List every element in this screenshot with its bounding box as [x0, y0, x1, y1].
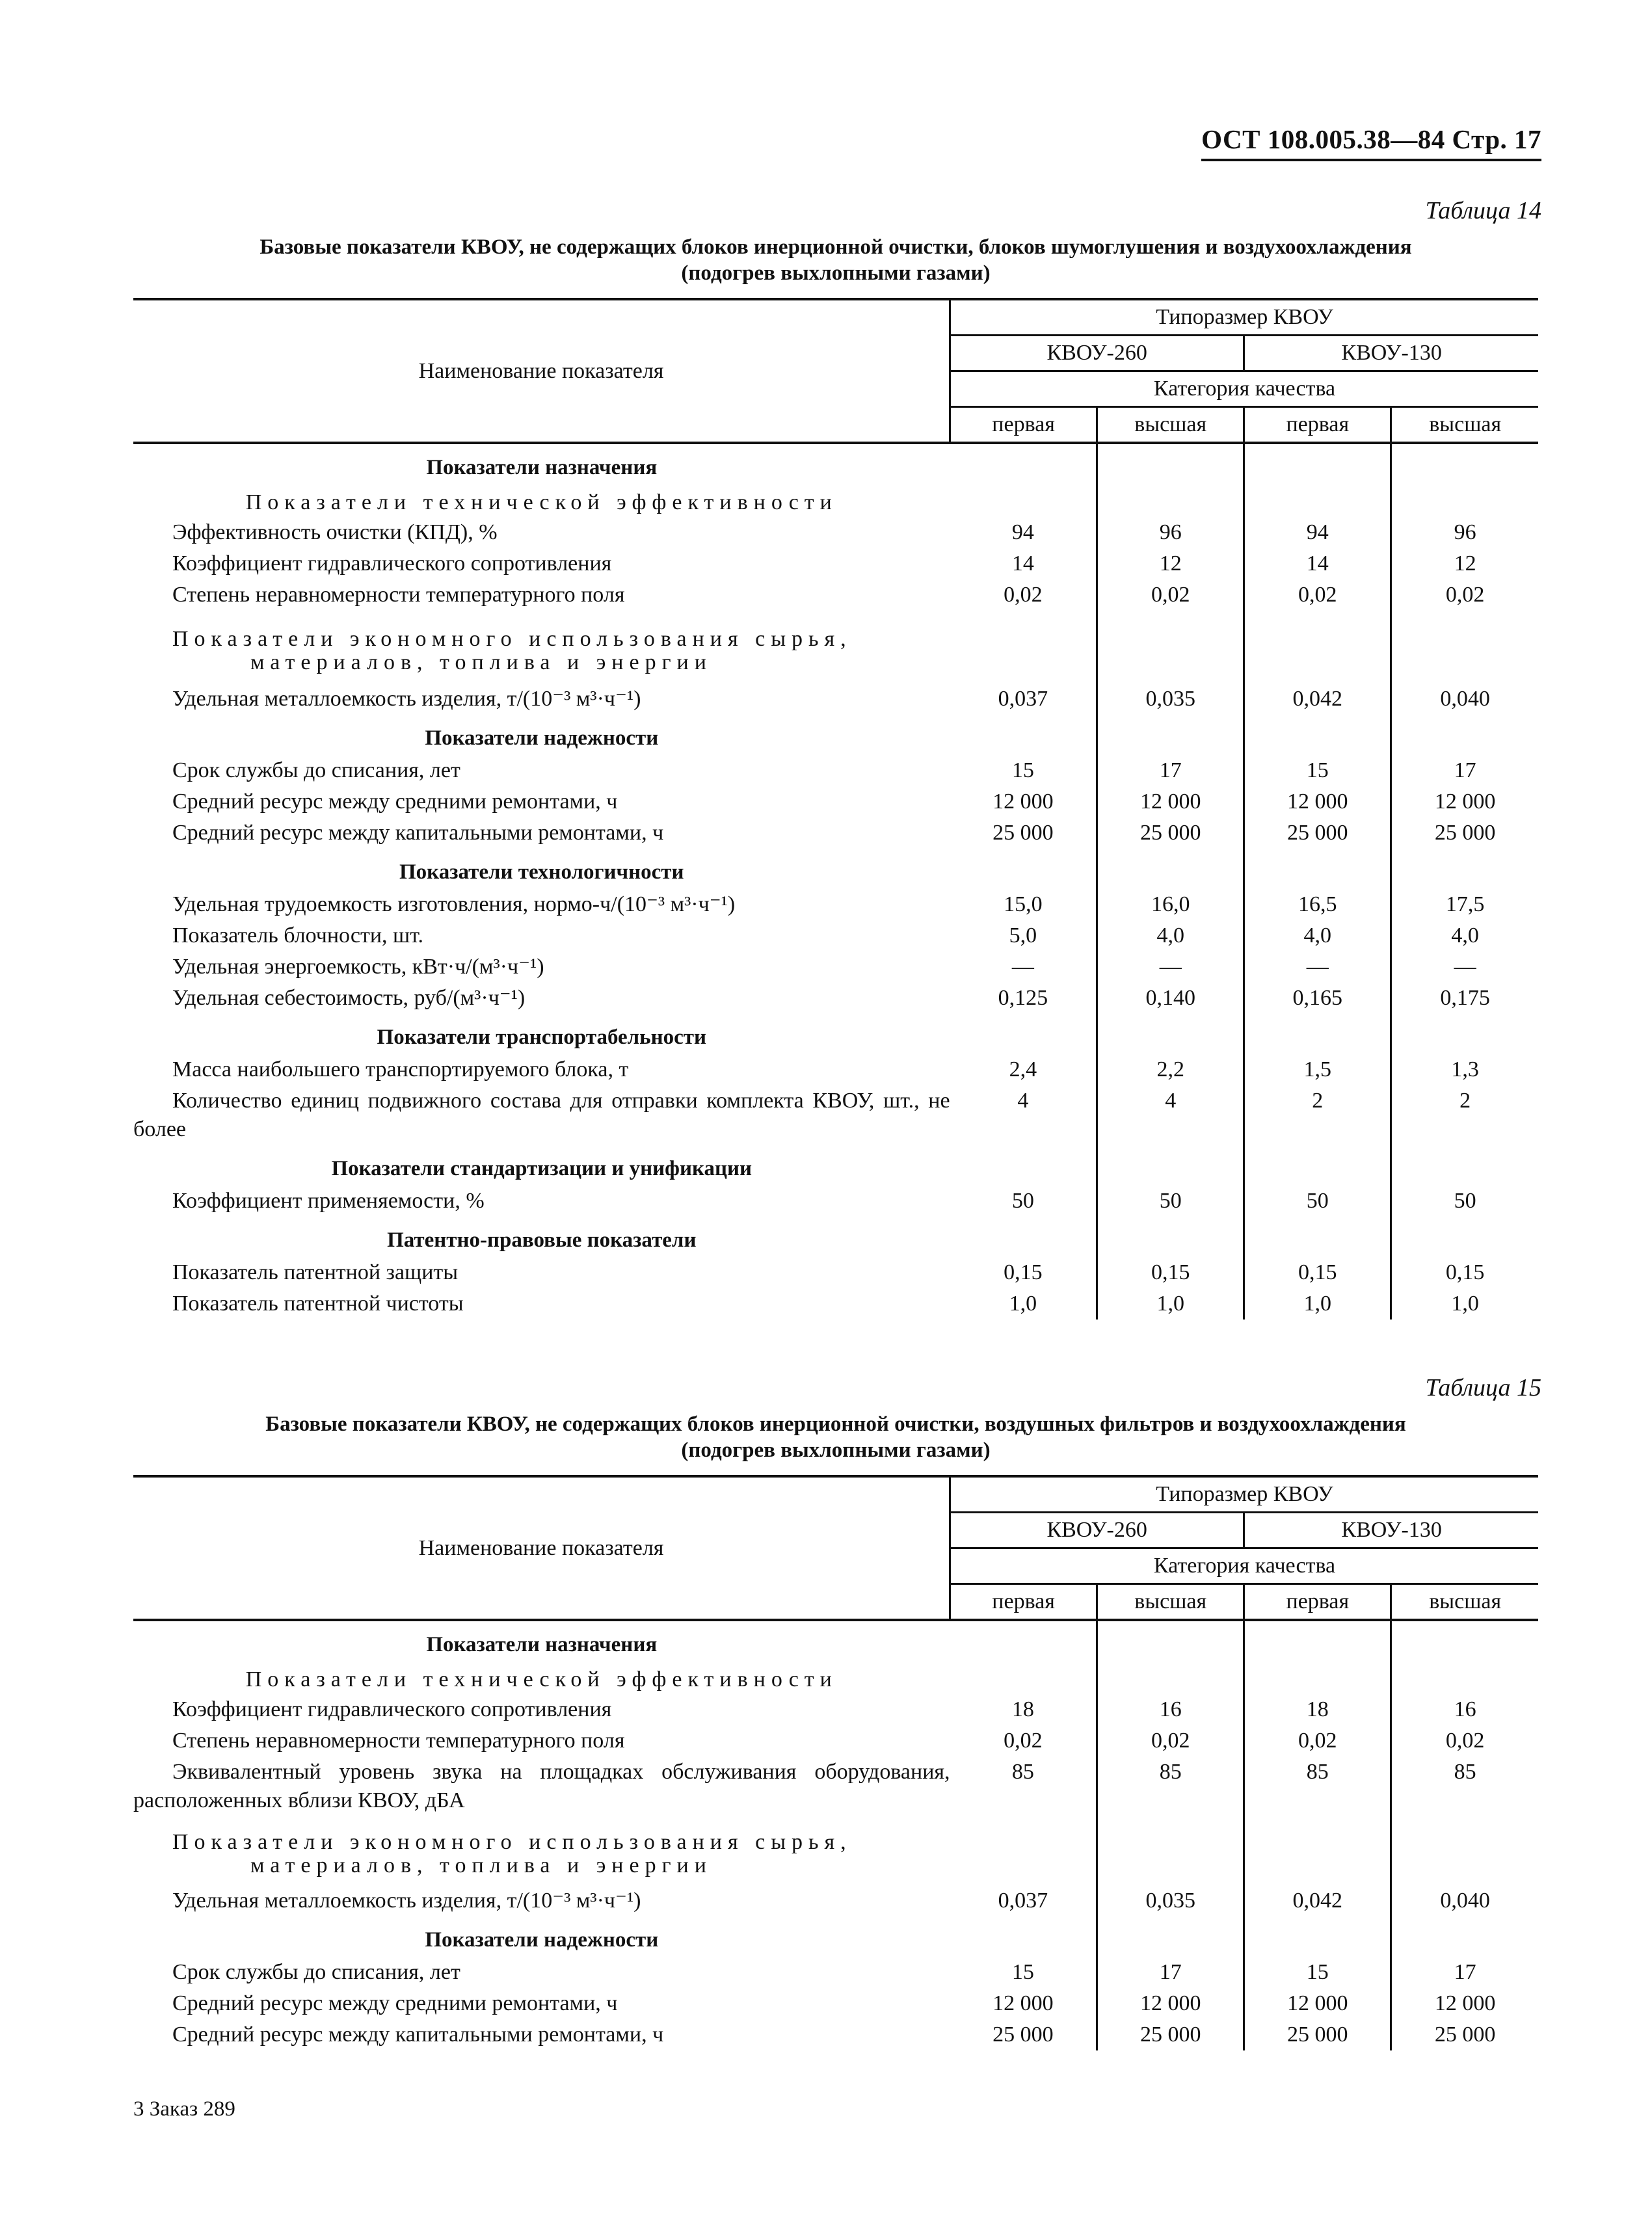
col-header-category: Категория качества	[950, 371, 1538, 407]
table-row	[133, 786, 1538, 817]
cell: 12	[1097, 548, 1244, 579]
row-label: Количество единиц подвижного состава для отправки комплекта КВОУ, шт., не более	[133, 1089, 950, 1141]
cell: 25 000	[1097, 2019, 1244, 2050]
table-15-title	[133, 1411, 1538, 1463]
cell: —	[1454, 955, 1476, 979]
cell: 0,140	[1097, 983, 1244, 1014]
cell: 12 000	[1097, 786, 1244, 817]
table-14-number: Таблица 14	[1425, 197, 1541, 224]
row-label: Показатель блочности, шт.	[172, 923, 424, 948]
cell: 25 000	[950, 817, 1097, 849]
cell: 14	[950, 548, 1097, 579]
col-header-highest: высшая	[1391, 1584, 1538, 1621]
table-row	[133, 1694, 1538, 1725]
subsection-heading	[133, 1816, 950, 1880]
page-footer: 3 Заказ 289	[133, 2097, 235, 2121]
cell: 17	[1454, 1960, 1476, 1984]
cell: 15	[950, 755, 1097, 786]
cell: 1,3	[1451, 1057, 1479, 1081]
row-label: Степень неравномерности температурного поля	[172, 1729, 625, 1753]
cell: 0,035	[1097, 1880, 1244, 1916]
table-row	[133, 1288, 1538, 1320]
cell: 94	[950, 517, 1097, 548]
cell: 2,2	[1097, 1054, 1244, 1085]
cell: 4,0	[1097, 920, 1244, 951]
cell: 0,125	[950, 983, 1097, 1014]
cell: —	[1097, 951, 1244, 983]
col-header-highest: высшая	[1391, 407, 1538, 444]
cell: 1,0	[1097, 1288, 1244, 1320]
cell: 0,037	[950, 1880, 1097, 1916]
row-label: Срок службы до списания, лет	[172, 758, 460, 782]
subsection-heading	[133, 611, 950, 677]
table-14	[133, 298, 1538, 1320]
cell: 17	[1454, 758, 1476, 782]
table-14-title	[133, 234, 1538, 286]
cell: 15	[950, 1957, 1097, 1988]
cell: —	[950, 951, 1097, 983]
subsection-heading-line1: Показатели экономного использования сырья,	[172, 627, 852, 651]
col-header-kvou260: КВОУ-260	[950, 1513, 1244, 1548]
row-label: Удельная трудоемкость изготовления, нормо-ч/(10⁻³ м³·ч⁻¹)	[172, 892, 736, 916]
table-15-number: Таблица 15	[1425, 1374, 1541, 1401]
cell: 0,035	[1097, 677, 1244, 715]
row-label: Средний ресурс между средними ремонтами, ч	[172, 789, 618, 814]
cell: 1,0	[950, 1288, 1097, 1320]
table-row	[133, 817, 1538, 849]
cell: 12	[1454, 551, 1476, 576]
cell: 50	[1454, 1189, 1476, 1213]
cell: 16,5	[1244, 889, 1391, 920]
cell: 0,02	[950, 579, 1097, 611]
cell: 12 000	[1434, 789, 1496, 814]
subsection-heading: Показатели технической эффективности	[245, 1667, 838, 1691]
cell: 0,15	[1445, 1260, 1485, 1284]
table-row	[133, 517, 1538, 548]
table-row	[133, 579, 1538, 611]
cell: 85	[1454, 1760, 1476, 1784]
col-header-typesize: Типоразмер КВОУ	[950, 1476, 1538, 1513]
table-row	[133, 1988, 1538, 2019]
cell: 96	[1097, 517, 1244, 548]
cell: 4,0	[1244, 920, 1391, 951]
cell: 0,175	[1440, 986, 1490, 1010]
table-row	[133, 983, 1538, 1014]
subsection-heading-line2: материалов, топлива и энергии	[250, 650, 712, 674]
cell: 25 000	[1434, 2022, 1496, 2047]
cell: 25 000	[1434, 821, 1496, 845]
cell: 12 000	[1244, 786, 1391, 817]
table-row	[133, 2019, 1538, 2050]
table-14-title-line1: Базовые показатели КВОУ, не содержащих блоков инерционной очистки, блоков шумоглушения и воздухоохлаждения	[260, 235, 1412, 259]
subsection-heading-line1: Показатели экономного использования сырья,	[172, 1830, 852, 1854]
col-header-first: первая	[1244, 407, 1391, 444]
table-row	[133, 1054, 1538, 1085]
cell: 16	[1097, 1694, 1244, 1725]
section-heading: Показатели транспортабельности	[377, 1026, 707, 1049]
cell: 85	[1244, 1757, 1391, 1816]
table-row	[133, 1257, 1538, 1288]
cell: 0,037	[950, 677, 1097, 715]
row-label: Эквивалентный уровень звука на площадках обслуживания оборудования, расположенных вблизи КВОУ, дБА	[133, 1760, 950, 1812]
col-header-category: Категория качества	[950, 1548, 1538, 1584]
subsection-heading-line2: материалов, топлива и энергии	[250, 1853, 712, 1877]
table-row	[133, 548, 1538, 579]
cell: 0,042	[1244, 677, 1391, 715]
cell: 4,0	[1451, 923, 1479, 948]
table-row	[133, 951, 1538, 983]
table-row	[133, 889, 1538, 920]
subsection-heading: Показатели технической эффективности	[245, 490, 838, 514]
row-label: Эффективность очистки (КПД), %	[172, 520, 498, 544]
cell: 15	[1244, 1957, 1391, 1988]
cell: 96	[1454, 520, 1476, 544]
row-label: Средний ресурс между средними ремонтами, ч	[172, 1991, 618, 2015]
row-label: Удельная металлоемкость изделия, т/(10⁻³ м³·ч⁻¹)	[172, 687, 641, 711]
cell: 0,15	[1244, 1257, 1391, 1288]
section-heading: Показатели надежности	[425, 1928, 659, 1952]
col-header-first: первая	[950, 407, 1097, 444]
cell: 0,02	[950, 1725, 1097, 1757]
cell: 0,02	[1244, 579, 1391, 611]
cell: 0,165	[1244, 983, 1391, 1014]
row-label: Показатель патентной защиты	[172, 1260, 459, 1284]
cell: 0,02	[1445, 583, 1485, 607]
table-15	[133, 1475, 1538, 2050]
col-header-name: Наименование показателя	[133, 299, 950, 443]
cell: 17	[1097, 755, 1244, 786]
table-15-title-line2: (подогрев выхлопными газами)	[681, 1439, 991, 1462]
table-row	[133, 755, 1538, 786]
row-label: Степень неравномерности температурного поля	[172, 583, 625, 607]
cell: 25 000	[1244, 2019, 1391, 2050]
section-heading: Патентно-правовые показатели	[387, 1228, 697, 1252]
row-label: Срок службы до списания, лет	[172, 1960, 460, 1984]
row-label: Удельная металлоемкость изделия, т/(10⁻³ м³·ч⁻¹)	[172, 1889, 641, 1913]
cell: 12 000	[950, 1988, 1097, 2019]
cell: 25 000	[1097, 817, 1244, 849]
row-label: Показатель патентной чистоты	[172, 1292, 464, 1316]
cell: 12 000	[950, 786, 1097, 817]
cell: 85	[1097, 1757, 1244, 1816]
cell: 14	[1244, 548, 1391, 579]
col-header-kvou130: КВОУ-130	[1244, 336, 1538, 371]
cell: 25 000	[950, 2019, 1097, 2050]
cell: 94	[1244, 517, 1391, 548]
cell: 17,5	[1445, 892, 1485, 916]
table-row	[133, 677, 1538, 715]
table-row	[133, 1957, 1538, 1988]
cell: —	[1244, 951, 1391, 983]
cell: 15,0	[950, 889, 1097, 920]
row-label: Удельная себестоимость, руб/(м³·ч⁻¹)	[172, 986, 526, 1010]
row-label: Коэффициент гидравлического сопротивления	[172, 1697, 612, 1721]
cell: 17	[1097, 1957, 1244, 1988]
cell: 4	[1097, 1085, 1244, 1145]
cell: 0,02	[1244, 1725, 1391, 1757]
cell: 0,02	[1097, 1725, 1244, 1757]
cell: 2	[1244, 1085, 1391, 1145]
cell: 0,02	[1097, 579, 1244, 611]
col-header-first: первая	[950, 1584, 1097, 1621]
section-heading: Показатели стандартизации и унификации	[331, 1157, 753, 1180]
cell: 18	[1244, 1694, 1391, 1725]
col-header-kvou130: КВОУ-130	[1244, 1513, 1538, 1548]
cell: 1,0	[1244, 1288, 1391, 1320]
section-heading: Показатели технологичности	[399, 860, 684, 884]
cell: 12 000	[1097, 1988, 1244, 2019]
table-14-title-line2: (подогрев выхлопными газами)	[681, 261, 991, 285]
row-label: Средний ресурс между капитальными ремонтами, ч	[172, 2022, 664, 2047]
section-heading: Показатели назначения	[426, 1633, 658, 1656]
cell: 1,5	[1244, 1054, 1391, 1085]
col-header-highest: высшая	[1097, 407, 1244, 444]
cell: 0,040	[1440, 687, 1490, 711]
col-header-name: Наименование показателя	[133, 1476, 950, 1620]
cell: 50	[950, 1186, 1097, 1217]
table-row	[133, 920, 1538, 951]
cell: 0,15	[950, 1257, 1097, 1288]
cell: 18	[950, 1694, 1097, 1725]
table-row	[133, 1085, 1538, 1145]
cell: 2	[1459, 1089, 1471, 1113]
cell: 5,0	[950, 920, 1097, 951]
table-row	[133, 1186, 1538, 1217]
cell: 0,02	[1445, 1729, 1485, 1753]
col-header-typesize: Типоразмер КВОУ	[950, 299, 1538, 336]
col-header-kvou260: КВОУ-260	[950, 336, 1244, 371]
row-label: Масса наибольшего транспортируемого блока, т	[172, 1057, 629, 1081]
cell: 25 000	[1244, 817, 1391, 849]
section-heading: Показатели надежности	[425, 726, 659, 750]
page-header: ОСТ 108.005.38—84 Стр. 17	[1201, 124, 1541, 161]
cell: 2,4	[950, 1054, 1097, 1085]
cell: 0,15	[1097, 1257, 1244, 1288]
table-15-title-line1: Базовые показатели КВОУ, не содержащих блоков инерционной очистки, воздушных фильтров и воздухоохлаждения	[265, 1412, 1406, 1436]
row-label: Коэффициент применяемости, %	[172, 1189, 485, 1213]
table-row	[133, 1725, 1538, 1757]
col-header-highest: высшая	[1097, 1584, 1244, 1621]
cell: 15	[1244, 755, 1391, 786]
cell: 50	[1097, 1186, 1244, 1217]
section-heading: Показатели назначения	[426, 456, 658, 479]
cell: 0,040	[1440, 1889, 1490, 1913]
cell: 0,042	[1244, 1880, 1391, 1916]
cell: 50	[1244, 1186, 1391, 1217]
cell: 85	[950, 1757, 1097, 1816]
cell: 16	[1454, 1697, 1476, 1721]
cell: 12 000	[1434, 1991, 1496, 2015]
cell: 1,0	[1451, 1292, 1479, 1316]
cell: 12 000	[1244, 1988, 1391, 2019]
row-label: Средний ресурс между капитальными ремонтами, ч	[172, 821, 664, 845]
row-label: Удельная энергоемкость, кВт·ч/(м³·ч⁻¹)	[172, 955, 544, 979]
table-row	[133, 1880, 1538, 1916]
table-row	[133, 1757, 1538, 1816]
cell: 16,0	[1097, 889, 1244, 920]
cell: 4	[950, 1085, 1097, 1145]
row-label: Коэффициент гидравлического сопротивления	[172, 551, 612, 576]
col-header-first: первая	[1244, 1584, 1391, 1621]
